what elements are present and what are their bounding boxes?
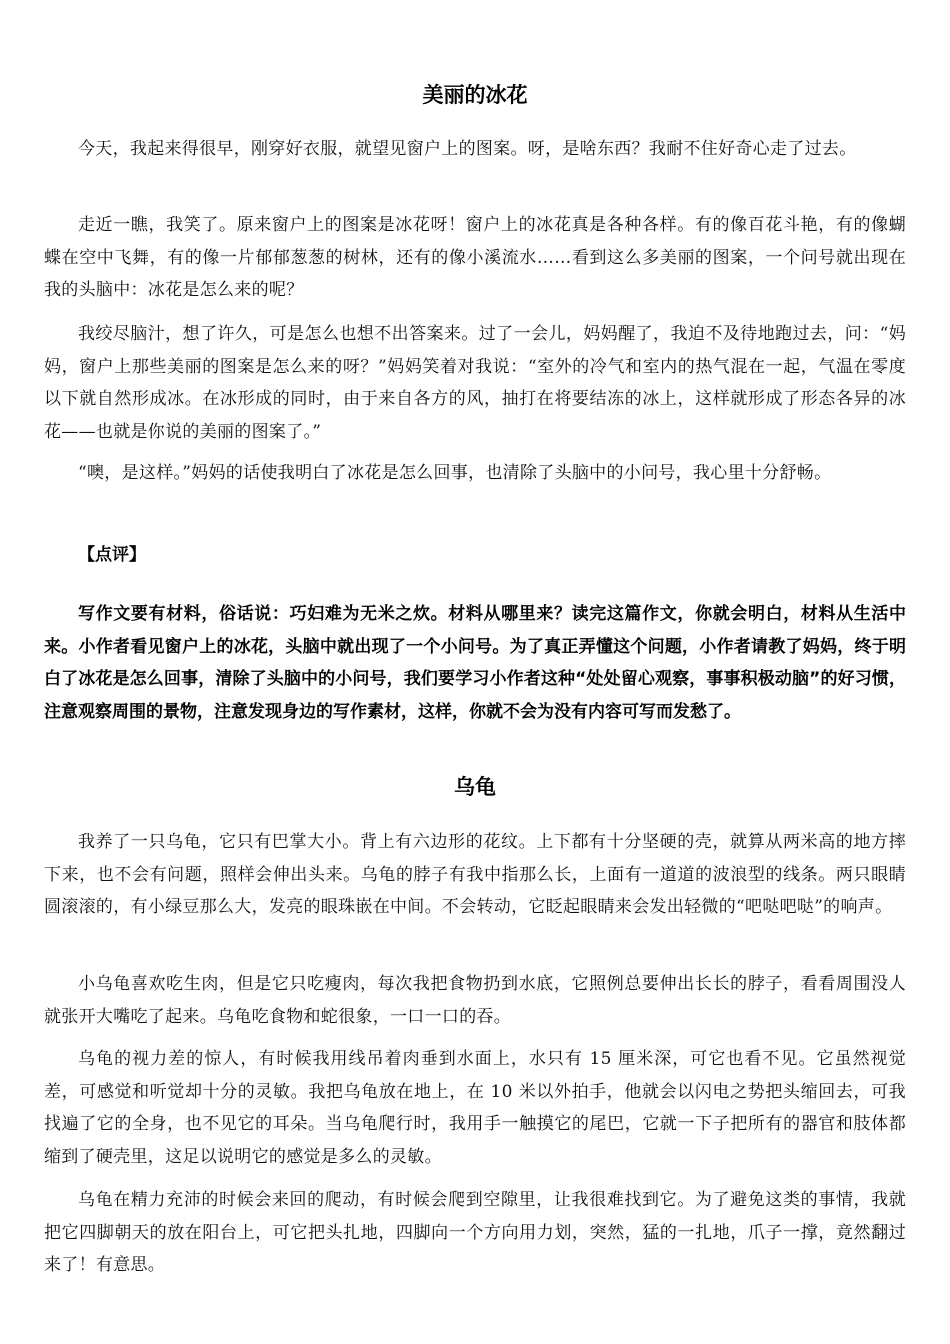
comment-text: 写作文要有材料，俗话说：巧妇难为无米之炊。材料从哪里来？读完这篇作文，你就会明白，材料从生活中来。小作者看见窗户上的冰花，头脑中就出现了一个小问号。为了真正弄懂这个问题，小作者请教了妈妈，终于明白了冰花是怎么回事，清除了头脑中的小问号，我们要学习小作者这种“处处留心观察，事事积极动脑”的好习惯，注意观察周围的景物，注意发现身边的写作素材，这样，你就不会为没有内容可写而发愁了。 bbox=[44, 604, 906, 722]
essay1-paragraph-3: 我绞尽脑汁，想了许久，可是怎么也想不出答案来。过了一会儿，妈妈醒了，我迫不及待地跑过去，问：“妈妈，窗户上那些美丽的图案是怎么来的呀？”妈妈笑着对我说：“室外的冷气和室内的热气混在一起，气温在零度以下就自然形成冰。在冰形成的同时，由于来自各方的风，抽打在将要结冻的冰上，这样就形成了形态各异的冰花——也就是你说的美丽的图案了。” bbox=[44, 324, 906, 442]
essay2-paragraph-2: 小乌龟喜欢吃生肉，但是它只吃瘦肉，每次我把食物扔到水底，它照例总要伸出长长的脖子，看看周围没人就张开大嘴吃了起来。乌龟吃食物和蛇很象，一口一口的吞。 bbox=[44, 974, 906, 1027]
essay1-paragraph-4: “噢，是这样。”妈妈的话使我明白了冰花是怎么回事，也清除了头脑中的小问号，我心里十分舒畅。 bbox=[78, 463, 832, 483]
essay2-paragraph-3: 乌龟的视力差的惊人，有时候我用线吊着肉垂到水面上，水只有 15 厘米深，可它也看不见。它虽然视觉差，可感觉和听觉却十分的灵敏。我把乌龟放在地上，在 10 米以外拍手，他就会以闪电之势把头缩回去，可我找遍了它的全身，也不见它的耳朵。当乌龟爬行时，我用手一触摸它的尾巴，它就一下子把所有的器官和肢体都缩到了硬壳里，这足以说明它的感觉是多么的灵敏。 bbox=[44, 1049, 906, 1167]
essay2-paragraph-4: 乌龟在精力充沛的时候会来回的爬动，有时候会爬到空隙里，让我很难找到它。为了避免这类的事情，我就把它四脚朝天的放在阳台上，可它把头扎地，四脚向一个方向用力划，突然，猛的一扎地，爪子一撑，竟然翻过来了！有意思。 bbox=[44, 1190, 906, 1275]
essay-title-ice-flowers: 美丽的冰花 bbox=[422, 83, 528, 107]
essay2-paragraph-1: 我养了一只乌龟，它只有巴掌大小。背上有六边形的花纹。上下都有十分坚硬的壳，就算从两米高的地方摔下来，也不会有问题，照样会伸出头来。乌龟的脖子有我中指那么长，上面有一道道的波浪型的线条。两只眼睛圆滚滚的，有小绿豆那么大，发亮的眼珠嵌在中间。不会转动，它眨起眼睛来会发出轻微的“吧哒吧哒”的响声。 bbox=[44, 832, 906, 917]
essay1-paragraph-1: 今天，我起来得很早，刚穿好衣服，就望见窗户上的图案。呀，是啥东西？我耐不住好奇心走了过去。 bbox=[78, 139, 857, 159]
comment-heading: 【点评】 bbox=[78, 545, 146, 565]
essay1-paragraph-2: 走近一瞧，我笑了。原来窗户上的图案是冰花呀！窗户上的冰花真是各种各样。有的像百花斗艳，有的像蝴蝶在空中飞舞，有的像一片郁郁葱葱的树林，还有的像小溪流水……看到这么多美丽的图案，一个问号就出现在我的头脑中：冰花是怎么来的呢？ bbox=[44, 215, 906, 300]
essay-title-turtle: 乌龟 bbox=[454, 775, 496, 799]
